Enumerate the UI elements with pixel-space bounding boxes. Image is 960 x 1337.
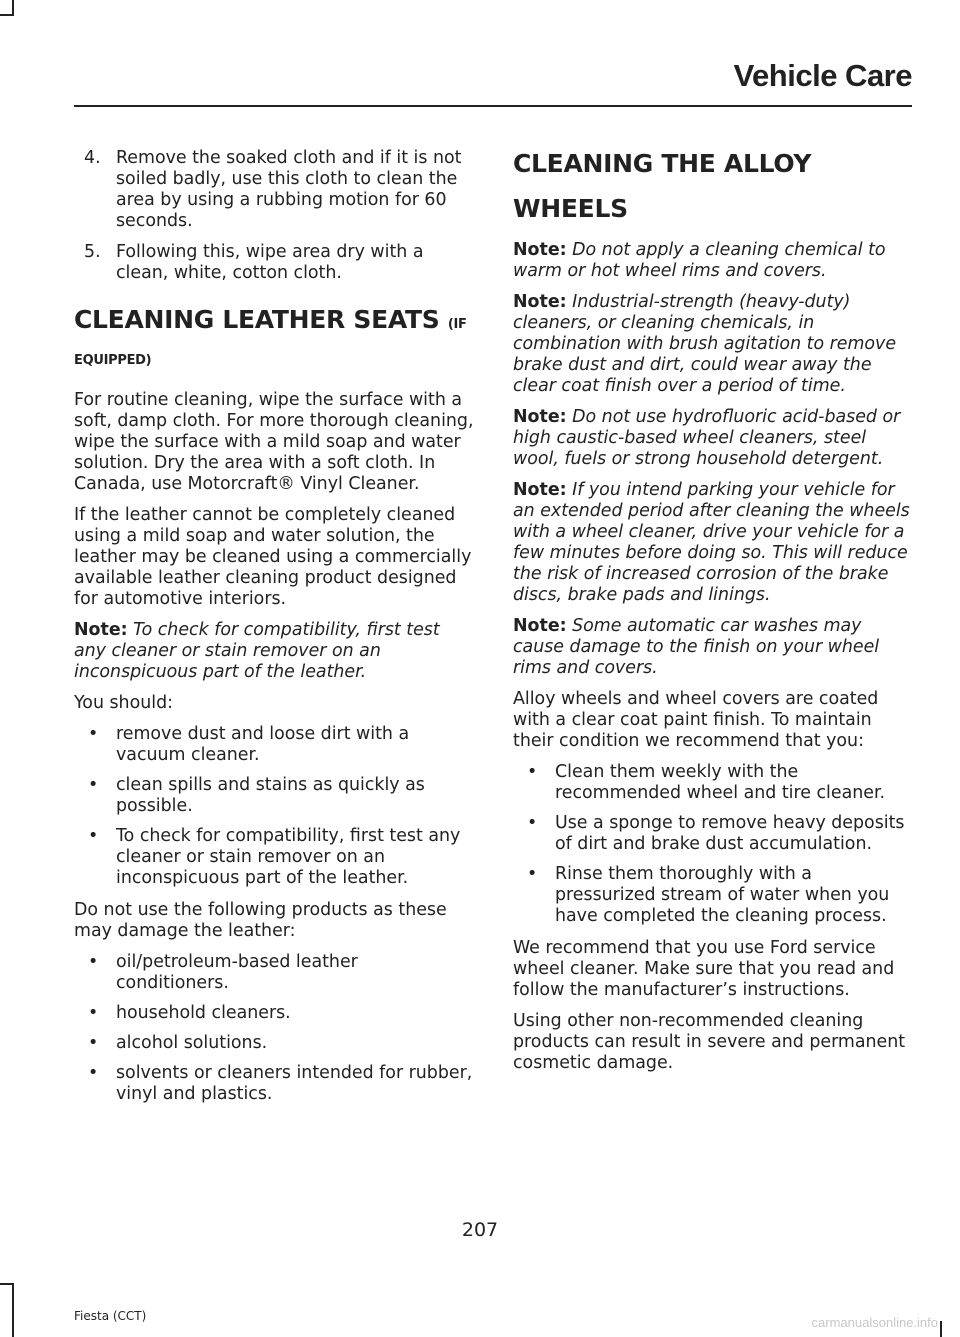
list-item [513,813,914,855]
list-item-text: Rinse them thoroughly with a pressurized stream of water when you have completed the cleaning process. [555,864,890,926]
note [513,240,914,282]
note-label: Note: [513,407,567,427]
list-item-text: clean spills and stains as quickly as possible. [116,775,425,816]
section-heading-leather [74,304,475,376]
heading-line: WHEELS [513,194,628,223]
paragraph: Using other non-recommended cleaning products can result in severe and permanent cosmetic damage. [513,1011,906,1073]
step-number: 5. [84,242,101,262]
list-item [513,762,914,804]
crop-mark-top-left-h [0,14,14,16]
list-item-text: Clean them weekly with the recommended wheel and tire cleaner. [555,762,886,803]
bullet: • [527,813,538,833]
list-item [74,1033,475,1054]
note [513,616,914,679]
should-list [74,724,475,889]
paragraph: Do not use the following products as these may damage the leather: [74,900,447,941]
right-column [513,148,914,1084]
step-item [74,148,475,232]
paragraph: If the leather cannot be completely cleaned using a mild soap and water solution, the leather may be cleaned using a commercially available leather cleaning product designed for automotive interiors. [74,505,472,609]
crop-mark-bottom-right [940,1321,942,1337]
paragraph: We recommend that you use Ford service wheel cleaner. Make sure that you read and follow the manufacturer’s instructions. [513,938,895,1000]
paragraph: For routine cleaning, wipe the surface with a soft, damp cloth. For more thorough cleaning, wipe the surface with a mild soap and water solution. Dry the area with a soft cloth. In Canada, use Motorcraft® Vinyl Cleaner. [74,390,474,494]
note-label: Note: [513,616,567,636]
list-item [74,1063,475,1105]
wheel-care-list [513,762,914,927]
list-item-text: solvents or cleaners intended for rubber, vinyl and plastics. [116,1063,473,1104]
step-text: Remove the soaked cloth and if it is not soiled badly, use this cloth to clean the area by using a rubbing motion for 60 seconds. [116,148,462,231]
list-item [74,952,475,994]
note [513,407,914,470]
list-item-text: oil/petroleum-based leather conditioners. [116,952,358,993]
note-text: Some automatic car washes may cause damage to the finish on your wheel rims and covers. [513,616,880,678]
bullet: • [88,1003,99,1023]
list-item [74,724,475,766]
heading-suffix-cont: EQUIPPED) [74,353,152,368]
list-item [74,826,475,889]
list-item-text: alcohol solutions. [116,1033,268,1053]
crop-mark-bottom-left-h [0,1283,14,1285]
list-item [74,1003,475,1024]
note-text: Industrial-strength (heavy-duty) cleaners, or cleaning chemicals, in combination with brush agitation to remove brake dust and dirt, could wear away the clear coat finish over a period of time. [513,292,897,396]
bullet: • [88,952,99,972]
bullet: • [88,724,99,744]
note-text: If you intend parking your vehicle for an extended period after cleaning the wheels with a wheel cleaner, drive your vehicle for a few minutes before doing so. This will reduce the risk of increased corrosion of the brake discs, brake pads and linings. [513,480,910,605]
bullet: • [88,1063,99,1083]
left-column [74,148,475,1116]
list-item-text: remove dust and loose dirt with a vacuum cleaner. [116,724,410,765]
avoid-list [74,952,475,1105]
heading-main: CLEANING LEATHER SEATS [74,305,440,334]
note-text: Do not use hydrofluoric acid-based or high caustic-based wheel cleaners, steel wool, fuels or strong household detergent. [513,407,901,469]
bullet: • [88,775,99,795]
note-label: Note: [513,480,567,500]
note-label: Note: [513,240,567,260]
crop-mark-bottom-left [12,1285,14,1337]
note-text: To check for compatibility, first test any cleaner or stain remover on an inconspicuous part of the leather. [74,620,440,682]
page-number: 207 [461,1219,499,1241]
bullet: • [527,864,538,884]
bullet: • [527,762,538,782]
note [513,292,914,397]
list-item [513,864,914,927]
page-header-title: Vehicle Care [733,58,912,93]
list-item-text: Use a sponge to remove heavy deposits of dirt and brake dust accumulation. [555,813,905,854]
paragraph: Alloy wheels and wheel covers are coated with a clear coat paint finish. To maintain their condition we recommend that you: [513,689,879,751]
step-item [74,242,475,284]
heading-line: CLEANING THE ALLOY [513,149,812,178]
note [74,620,475,683]
section-heading-alloy-wheels [513,148,914,224]
steps-list [74,148,475,284]
note-text: Do not apply a cleaning chemical to warm or hot wheel rims and covers. [513,240,886,281]
watermark: carmanualsonline.info [811,1315,938,1330]
note-label: Note: [74,620,128,640]
paragraph: You should: [74,693,173,713]
step-number: 4. [84,148,101,168]
bullet: • [88,826,99,846]
list-item [74,775,475,817]
note [513,480,914,606]
footer-model: Fiesta (CCT) [74,1309,147,1323]
bullet: • [88,1033,99,1053]
step-text: Following this, wipe area dry with a clean, white, cotton cloth. [116,242,424,283]
heading-suffix: (IF [447,317,467,332]
list-item-text: To check for compatibility, first test any cleaner or stain remover on an inconspicuous part of the leather. [116,826,461,888]
header-divider [74,105,912,107]
list-item-text: household cleaners. [116,1003,291,1023]
note-label: Note: [513,292,567,312]
